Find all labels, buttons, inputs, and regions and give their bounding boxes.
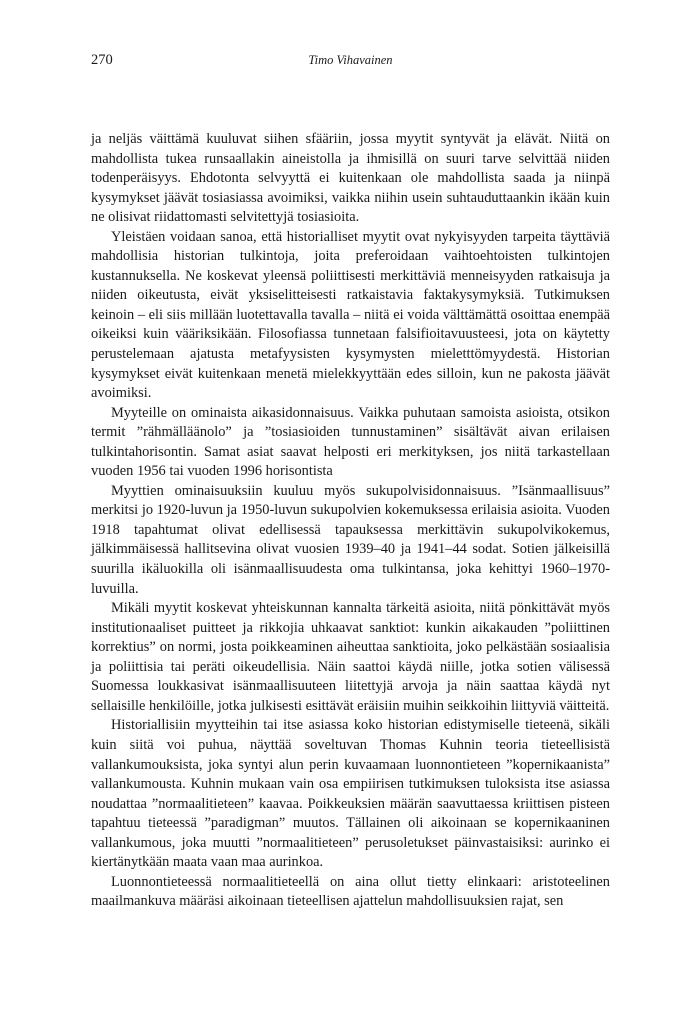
page-header (91, 52, 610, 74)
paragraph: Mikäli myytit koskevat yhteiskunnan kannalta tärkeitä asioita, niitä pönkittävät myös institutionaaliset puitteet ja rikkojia uhkaavat sanktiot: kunkin aikakauden ”poliittinen korrektius” on normi, josta poikkeaminen aiheuttaa sanktioita, joko pelkästään sosiaalisia ja poliittisia tai peräti oikeudellisia. Näin saattoi käydä niille, jotka sotien välisessä Suomessa loukkasivat isänmaallisuuteen liitettyjä arvoja ja näin saattaa käydä nyt sellaisille henkilöille, jotka julkisesti esittävät eräisiin muihin seikkoihin liittyviä väitteitä. (91, 600, 610, 714)
page-number: 270 (91, 52, 113, 68)
paragraph: Historiallisiin myytteihin tai itse asiassa koko historian edistymiselle tieteenä, sikäli kuin siitä voi puhua, näyttää soveltuvan Thomas Kuhnin teoria tieteellisistä vallankumouksista, joka syntyi alun perin kuvaamaan luonnontieteen ”kopernikaanista” vallankumousta. Kuhnin mukaan vain osa empiirisen tutkimuksen tuloksista itse asiassa noudattaa ”normaalitieteen” kaavaa. Poikkeuksien määrän saavuttaessa kriittisen pisteen tapahtuu tieteessä ”paradigman” muutos. Tällainen oli aikoinaan se kopernikaaninen vallankumous, joka muutti ”normaalitieteen” perusoletukset päinvastaisiksi: aurinko ei kiertänytkään maata vaan maa aurinkoa. (91, 717, 610, 871)
body-text (91, 130, 610, 912)
paragraph: Myyteille on ominaista aikasidonnaisuus. Vaikka puhutaan samoista asioista, otsikon termit ”rähmälläänolo” ja ”tosiasioiden tunnustaminen” sisältävät aivan erilaisen tulkintahorisontin. Samat asiat saavat helposti eri merkityksen, jos niitä tarkastellaan vuoden 1956 tai vuoden 1996 horisontista (91, 404, 610, 480)
running-head-author: Timo Vihavainen (308, 53, 393, 67)
paragraph: ja neljäs väittämä kuuluvat siihen sfääriin, jossa myytit syntyvät ja elävät. Niitä on mahdollista tukea runsaallakin aineistolla ja ihmisillä on suuri tarve selvittää niiden todenperäisyys. Ehdotonta selvyyttä ei kuitenkaan ole mahdollista saada ja niinpä kysymykset jäävät tosiasiassa avoimiksi, vaikka niihin usein suhtauduttaankin ikään kuin ne olisivat riidattomasti selvitettyjä tosiasioita. (91, 131, 610, 226)
paragraph: Yleistäen voidaan sanoa, että historialliset myytit ovat nykyisyyden tarpeita täyttäviä mahdollisia historian tulkintoja, joita preferoidaan vaihtoehtoisten tulkintojen kustannuksella. Ne koskevat yleensä poliittisesti merkittäviä menneisyyden ratkaisuja ja niiden oikeutusta, eivät yksiselitteisesti ratkaistavia faktakysymyksiä. Tutkimuksen keinoin – eli siis millään luotettavalla tavalla – niitä ei voida välttämättä osoittaa enempää oikeiksi kuin vääriksikään. Filosofiassa tunnetaan falsifioitavuusteesi, jota on käytetty perustelemaan ajatusta metafyysisten kysymysten mieletttömyydestä. Historian kysymykset eivät kuitenkaan menetä mielekkyyttään edes silloin, kun ne pakosta jäävät avoimiksi. (91, 228, 610, 402)
book-page (91, 52, 610, 912)
paragraph: Myyttien ominaisuuksiin kuuluu myös sukupolvisidonnaisuus. ”Isänmaallisuus” merkitsi jo 1920-luvun ja 1950-luvun sukupolvien kokemuksessa erilaisia asioita. Vuoden 1918 tapahtumat olivat edellisessä tapauksessa merkittävin sukupolvikokemus, jälkimmäisessä hallitsevina olivat vuosien 1939–40 ja 1941–44 sodat. Sotien jälkeisillä suurilla ikäluokilla oli isänmaallisuudesta oma tulkintansa, joka kehittyi 1960–1970-luvuilla. (91, 482, 610, 597)
paragraph: Luonnontieteessä normaalitieteellä on aina ollut tietty elinkaari: aristoteelinen maailmankuva määräsi aikoinaan tieteellisen ajattelun mahdollisuuksien rajat, sen (91, 873, 610, 910)
